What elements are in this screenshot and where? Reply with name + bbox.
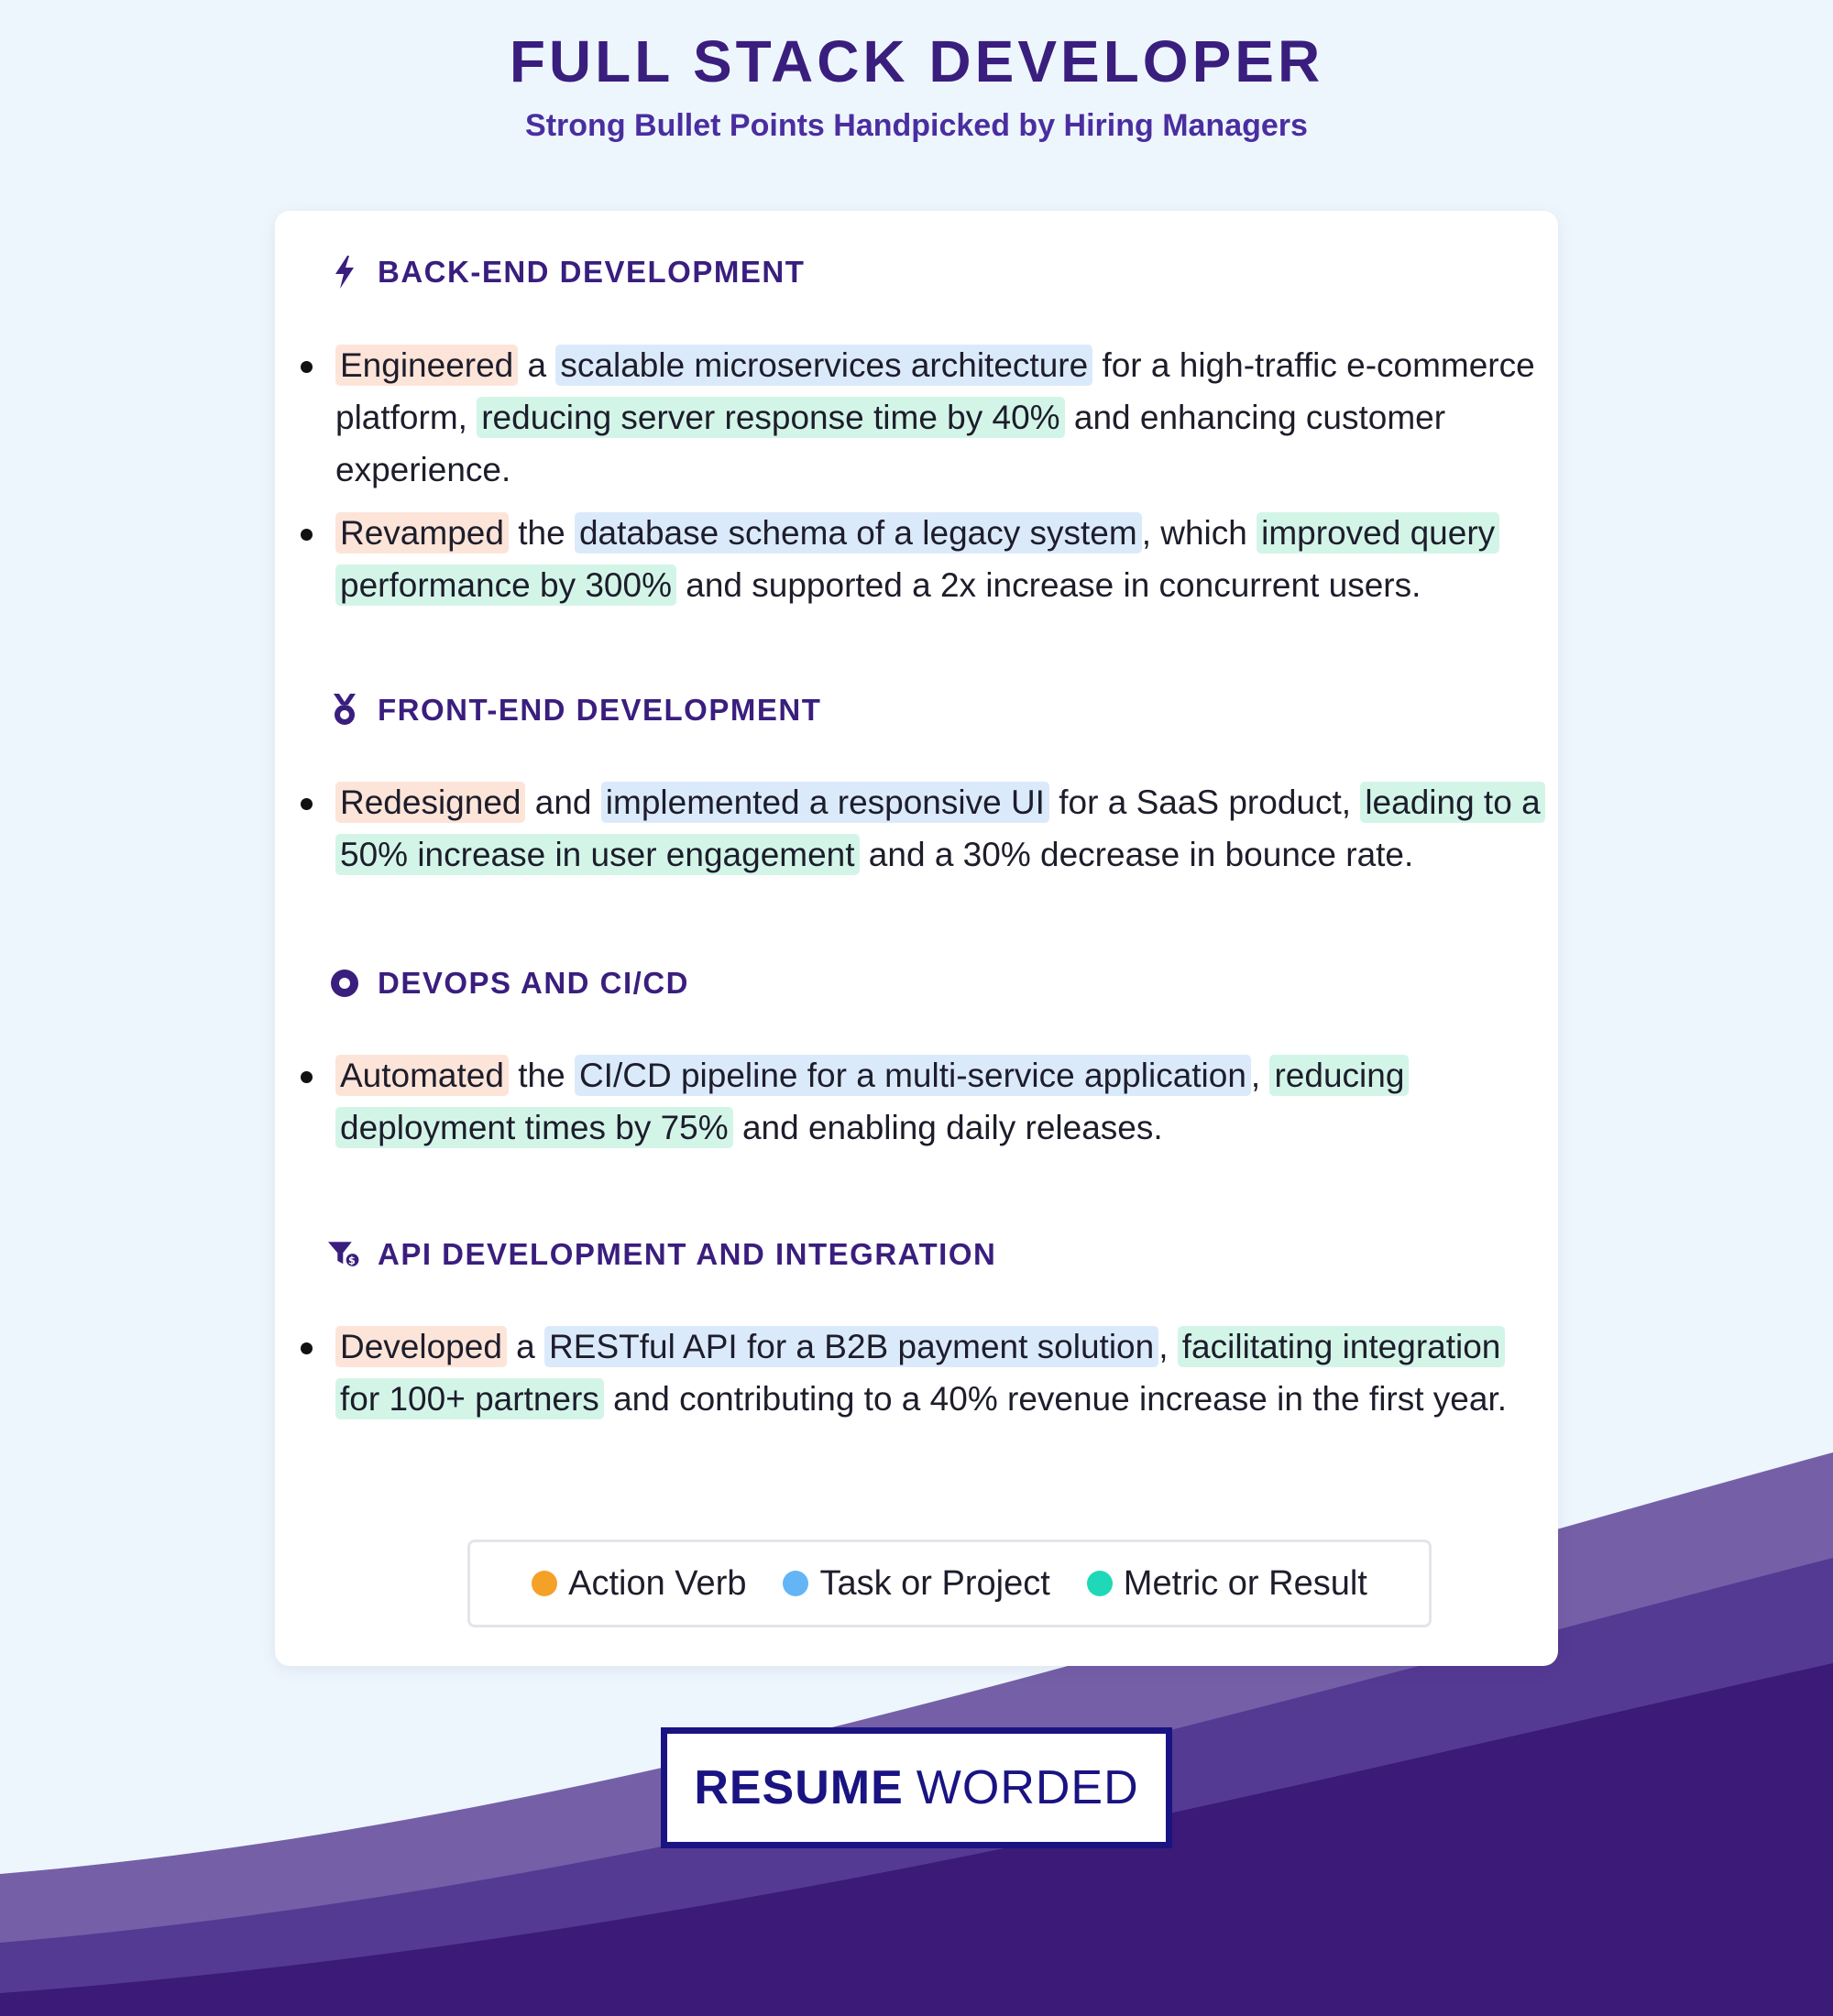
bullet-text: , xyxy=(1158,1328,1178,1365)
bullet-text: and supported a 2x increase in concurrent users. xyxy=(675,566,1421,604)
highlight-task: RESTful API for a B2B payment solution xyxy=(544,1326,1158,1367)
legend-item-metric xyxy=(1087,1564,1367,1604)
highlight-task: CI/CD pipeline for a multi-service application xyxy=(575,1055,1251,1096)
page-title: FULL STACK DEVELOPER xyxy=(509,28,1324,94)
section-title-back-end xyxy=(328,255,805,290)
svg-text:$: $ xyxy=(348,1255,357,1267)
highlight-verb: Automated xyxy=(335,1055,509,1096)
legend-dot-teal xyxy=(1087,1571,1113,1596)
logo-text-bold: RESUME xyxy=(694,1761,904,1814)
legend-dot-blue xyxy=(783,1571,808,1596)
medal-icon xyxy=(328,694,361,727)
bullet-text: for a high-traffic e-commerce platform, xyxy=(335,346,1535,436)
section-title-front-end xyxy=(328,693,821,728)
funnel-dollar-icon xyxy=(328,1238,361,1271)
highlight-metric: leading to a 50% increase in user engagement xyxy=(335,782,1545,875)
legend-label: Action Verb xyxy=(568,1563,747,1603)
bullet-text: and enabling daily releases. xyxy=(732,1109,1163,1146)
section-title-label: DEVOPS AND CI/CD xyxy=(378,966,689,1000)
bullet-text: , xyxy=(1250,1057,1270,1094)
lightning-bolt-icon xyxy=(328,256,361,289)
highlight-legend xyxy=(467,1539,1432,1627)
highlight-task: scalable microservices architecture xyxy=(555,345,1092,386)
highlight-metric: reducing server response time by 40% xyxy=(477,397,1064,438)
bullet-text: the xyxy=(508,1057,575,1094)
legend-item-action-verb xyxy=(532,1564,746,1604)
section-title-label: API DEVELOPMENT AND INTEGRATION xyxy=(378,1237,997,1271)
section-title-label: BACK-END DEVELOPMENT xyxy=(378,255,806,289)
bullet-text: and xyxy=(525,783,601,821)
legend-item-task xyxy=(783,1564,1049,1604)
legend-label: Metric or Result xyxy=(1123,1563,1367,1603)
highlight-verb: Redesigned xyxy=(335,782,525,823)
highlight-metric: improved query performance by 300% xyxy=(335,512,1499,606)
bullet-list-api xyxy=(301,1320,1542,1436)
bullet-points-card xyxy=(275,211,1558,1666)
bullet-text: a xyxy=(518,346,556,384)
bullet-list-devops xyxy=(301,1049,1542,1165)
highlight-metric: facilitating integration for 100+ partners xyxy=(335,1326,1505,1419)
bullet-text: and a 30% decrease in bounce rate. xyxy=(859,836,1414,873)
bullet-text: for a SaaS product, xyxy=(1048,783,1361,821)
bullet-text: the xyxy=(508,514,575,552)
logo-text-light: WORDED xyxy=(916,1761,1139,1814)
bullet-item xyxy=(301,1320,1542,1425)
legend-label: Task or Project xyxy=(819,1563,1050,1603)
highlight-verb: Revamped xyxy=(335,512,509,553)
section-title-devops xyxy=(328,966,689,1001)
highlight-metric: reducing deployment times by 75% xyxy=(335,1055,1409,1148)
section-title-label: FRONT-END DEVELOPMENT xyxy=(378,693,822,727)
page-header xyxy=(0,27,1833,144)
bullet-list-back-end xyxy=(301,339,1542,622)
highlight-verb: Developed xyxy=(335,1326,507,1367)
bullet-item xyxy=(301,1049,1542,1154)
section-title-api xyxy=(328,1237,996,1272)
highlight-verb: Engineered xyxy=(335,345,518,386)
bullet-text: , which xyxy=(1141,514,1257,552)
bullet-item xyxy=(301,776,1542,881)
legend-dot-orange xyxy=(532,1571,557,1596)
resume-worded-logo[interactable] xyxy=(661,1727,1172,1848)
bullet-text: and contributing to a 40% revenue increase in the first year. xyxy=(603,1380,1508,1418)
bullet-item xyxy=(301,339,1542,496)
highlight-task: implemented a responsive UI xyxy=(601,782,1049,823)
target-circle-icon xyxy=(328,967,361,1000)
bullet-text: and enhancing customer experience. xyxy=(335,399,1446,488)
bullet-item xyxy=(301,507,1542,611)
bullet-list-front-end xyxy=(301,776,1542,892)
highlight-task: database schema of a legacy system xyxy=(575,512,1142,553)
bullet-text: a xyxy=(506,1328,545,1365)
page-subtitle: Strong Bullet Points Handpicked by Hiring Managers xyxy=(525,108,1308,143)
